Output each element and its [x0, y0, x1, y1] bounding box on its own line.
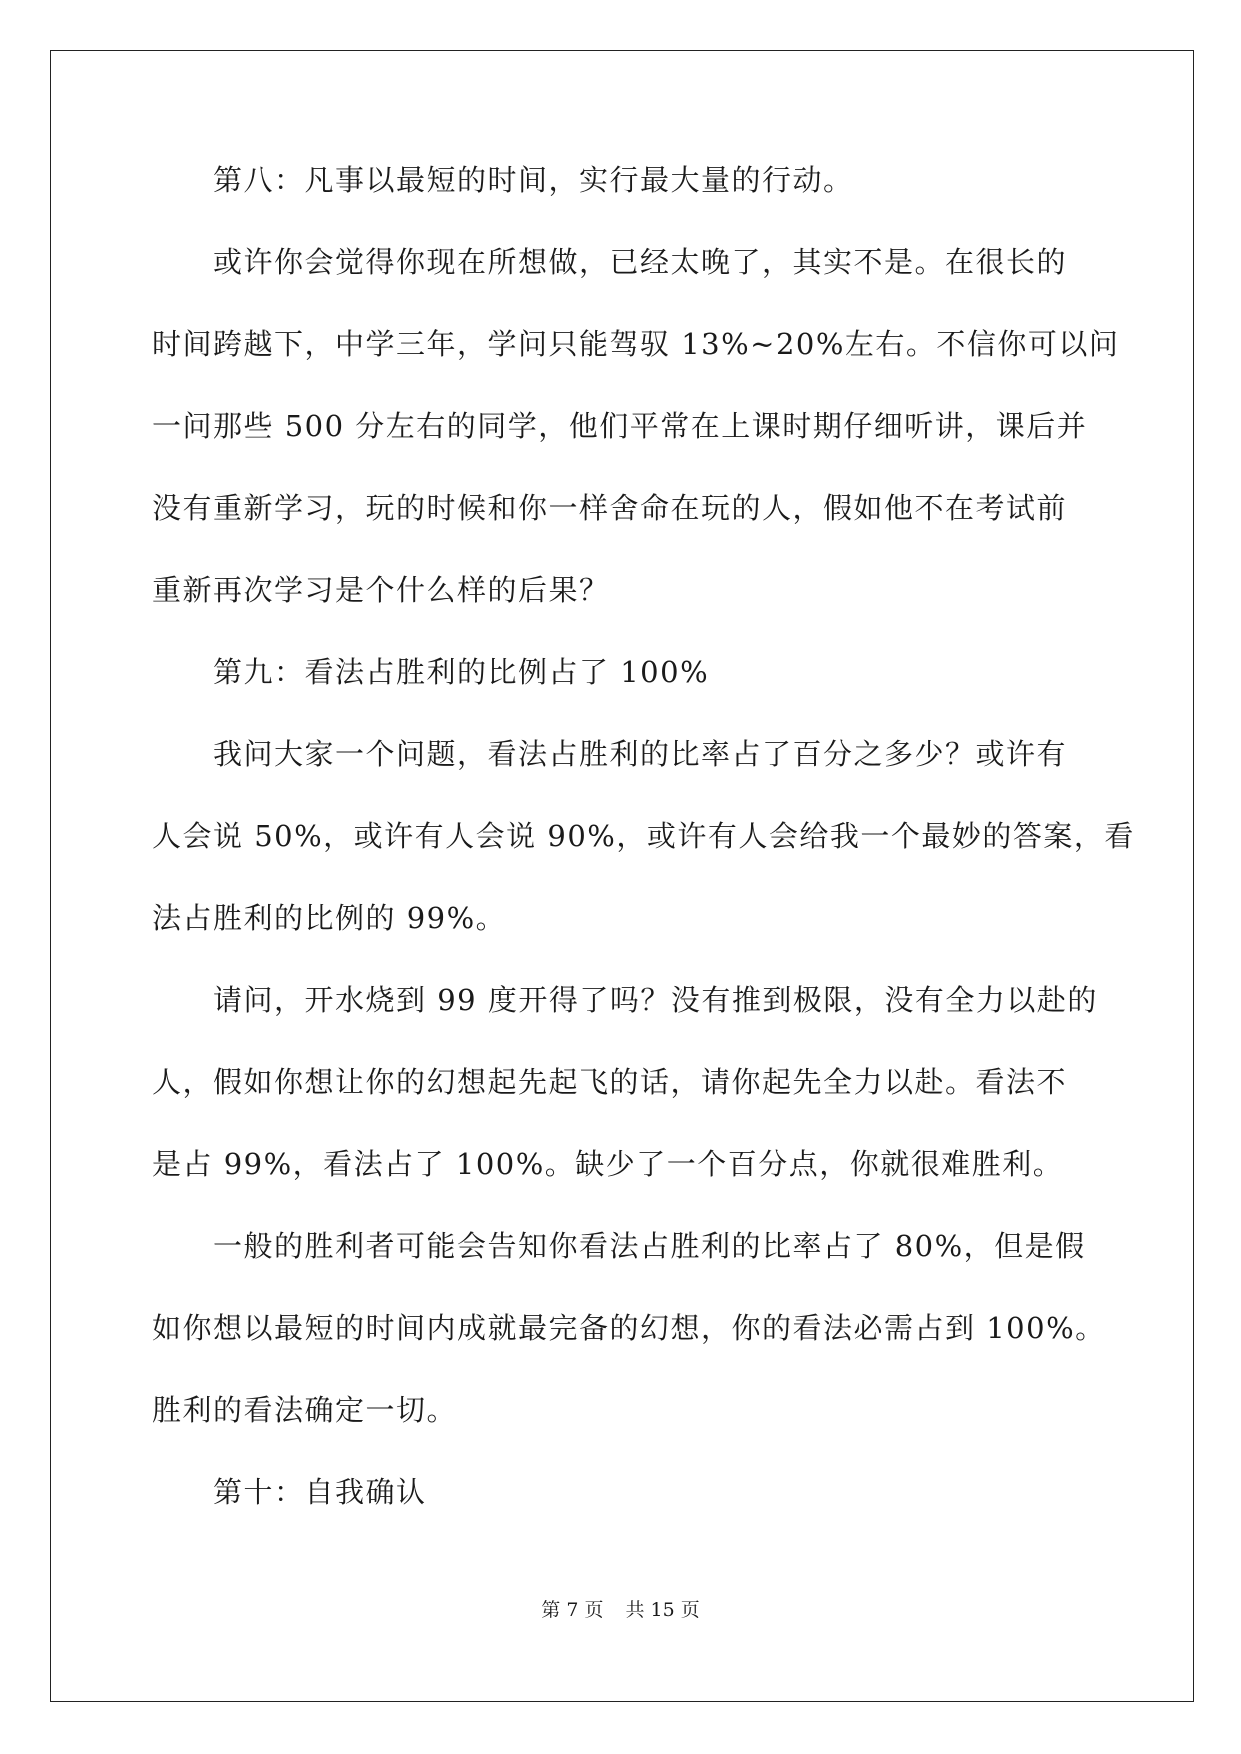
section-heading: 第九：看法占胜利的比例占了 100%	[152, 655, 710, 689]
text-line: 第八：凡事以最短的时间，实行最大量的行动。	[152, 163, 854, 197]
text-line: 人会说 50%，或许有人会说 90%，或许有人会给我一个最妙的答案，看	[152, 819, 1135, 853]
text-line: 一问那些 500 分左右的同学，他们平常在上课时期仔细听讲，课后并	[152, 409, 1088, 443]
text-line: 请问，开水烧到 99 度开得了吗？没有推到极限，没有全力以赴的	[152, 983, 1098, 1017]
text-line: 法占胜利的比例的 99%。	[152, 901, 507, 935]
text-line: 是占 99%，看法占了 100%。缺少了一个百分点，你就很难胜利。	[152, 1147, 1064, 1181]
text-line: 我问大家一个问题，看法占胜利的比率占了百分之多少？或许有	[152, 737, 1068, 771]
text-line: 重新再次学习是个什么样的后果？	[152, 573, 610, 607]
text-line: 如你想以最短的时间内成就最完备的幻想，你的看法必需占到 100%。	[152, 1311, 1106, 1345]
text-line: 一般的胜利者可能会告知你看法占胜利的比率占了 80%，但是假	[152, 1229, 1086, 1263]
page-border	[50, 50, 1194, 1702]
text-line: 胜利的看法确定一切。	[152, 1393, 458, 1427]
text-line: 人，假如你想让你的幻想起先起飞的话，请你起先全力以赴。看法不	[152, 1065, 1068, 1099]
section-heading: 第十：自我确认	[152, 1475, 427, 1509]
text-line: 时间跨越下，中学三年，学问只能驾驭 13%~20%左右。不信你可以问	[152, 327, 1120, 361]
page-number: 第 7 页	[541, 1599, 604, 1621]
page-footer	[0, 1598, 1241, 1622]
text-line: 没有重新学习，玩的时候和你一样舍命在玩的人，假如他不在考试前	[152, 491, 1068, 525]
page-total: 共 15 页	[625, 1599, 700, 1621]
text-line: 或许你会觉得你现在所想做，已经太晚了，其实不是。在很长的	[152, 245, 1068, 279]
